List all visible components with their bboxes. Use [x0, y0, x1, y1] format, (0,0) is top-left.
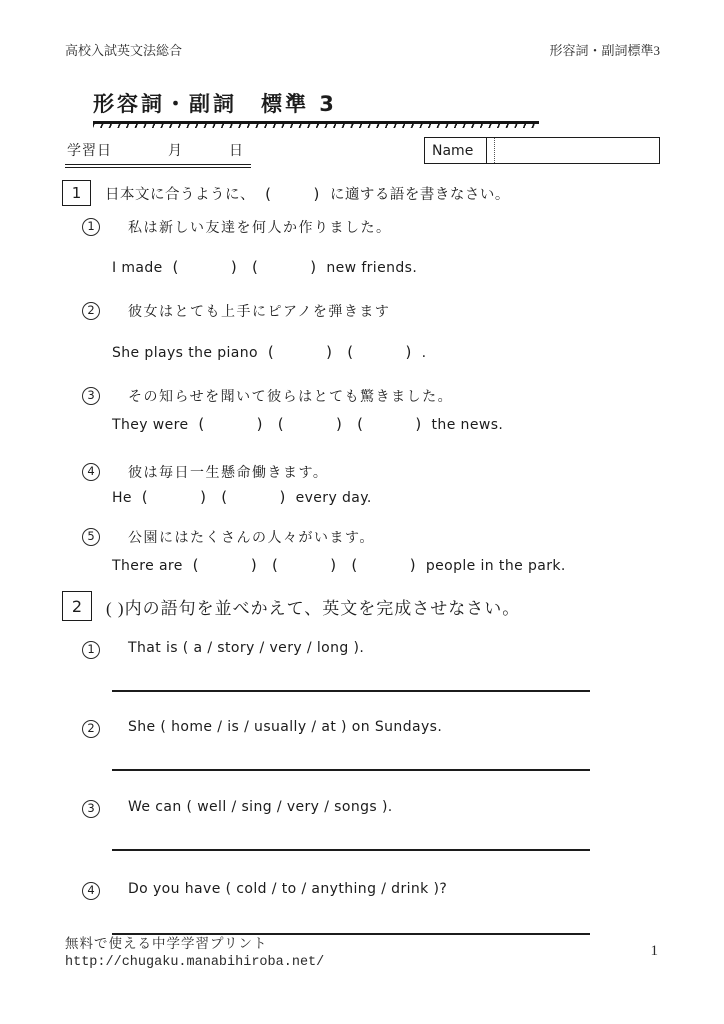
footer: [65, 932, 324, 970]
s2-item-4: [65, 881, 660, 900]
answer-blank: ( ): [277, 415, 343, 433]
item-number-badge: 1: [82, 218, 100, 236]
section-1-header: [65, 180, 660, 206]
item-number-badge: 3: [82, 387, 100, 405]
page-number: 1: [650, 943, 658, 959]
japanese-sentence: 私は新しい友達を何人か作りました。: [128, 220, 392, 236]
english-fill-sentence: I made ( ) ( ) new friends.: [112, 258, 418, 276]
study-date-field: [65, 137, 251, 168]
answer-blank: ( ): [141, 488, 207, 506]
answer-line: [112, 769, 590, 771]
answer-line: [112, 849, 590, 851]
item-number-badge: 3: [82, 800, 100, 818]
section-2-header: [65, 591, 660, 621]
reorder-sentence: She ( home / is / usually / at ) on Sundays.: [128, 719, 443, 735]
japanese-sentence: 公園にはたくさんの人々がいます。: [128, 530, 375, 546]
answer-blank: ( ): [172, 258, 238, 276]
answer-blank: ( ): [267, 343, 333, 361]
japanese-sentence: 彼女はとても上手にピアノを弾きます: [128, 304, 391, 320]
english-fill-sentence: She plays the piano ( ) ( ) .: [112, 343, 427, 361]
s2-item-2: [65, 719, 660, 738]
footer-url: http://chugaku.manabihiroba.net/: [65, 955, 325, 970]
item-number-badge: 2: [82, 302, 100, 320]
s1-item-1: [65, 217, 660, 237]
footer-site-name: 無料で使える中学学習プリント: [65, 936, 268, 951]
title-underline: [93, 121, 539, 128]
reorder-sentence: That is ( a / story / very / long ).: [128, 640, 365, 656]
header-course-title: 高校入試英文法総合: [65, 43, 183, 58]
answer-blank: ( ): [272, 556, 337, 574]
english-fill-sentence: There are ( ) ( ) ( ) people in the park.: [112, 556, 566, 574]
item-number-badge: 4: [82, 463, 100, 481]
page-title: 形容詞・副詞 標準 3: [93, 92, 337, 116]
english-fill-sentence: He ( ) ( ) every day.: [112, 488, 372, 506]
s2-item-1: [65, 640, 660, 659]
answer-blank: ( ): [192, 556, 258, 574]
section-2-instruction: ( )内の語句を並べかえて、英文を完成させなさい。: [106, 598, 521, 618]
answer-blank: ( ): [351, 556, 416, 574]
section-2-number-box: 2: [62, 591, 92, 621]
english-fill-sentence: They were ( ) ( ) ( ) the news.: [112, 415, 504, 433]
item-number-badge: 4: [82, 882, 100, 900]
answer-blank: ( ): [198, 415, 263, 433]
meta-row: [65, 137, 660, 168]
answer-blank: ( ): [251, 258, 317, 276]
section-1-number-box: 1: [62, 180, 91, 206]
s1-item-3: [65, 386, 660, 406]
section-1-instruction: 日本文に合うように、 ( ) に適する語を書きなさい。: [105, 184, 510, 203]
reorder-sentence: We can ( well / sing / very / songs ).: [128, 799, 393, 815]
japanese-sentence: 彼は毎日一生懸命働きます。: [128, 465, 329, 481]
answer-blank: ( ): [347, 343, 412, 361]
reorder-sentence: Do you have ( cold / to / anything / drink )?: [128, 881, 448, 897]
day-label: 日: [229, 143, 244, 159]
name-label: Name: [425, 138, 487, 163]
name-entry-area: [495, 138, 659, 163]
s1-item-5: [65, 527, 660, 547]
name-box: [424, 137, 660, 164]
s1-item-4: [65, 462, 660, 482]
document-header: [65, 40, 660, 59]
japanese-sentence: その知らせを聞いて彼らはとても驚きました。: [128, 389, 454, 405]
study-date-label: 学習日: [67, 143, 112, 159]
month-label: 月: [168, 143, 183, 159]
section-1: [65, 180, 660, 574]
answer-blank: ( ): [221, 488, 286, 506]
s1-item-2: [65, 301, 660, 321]
item-number-badge: 1: [82, 641, 100, 659]
s2-item-3: [65, 799, 660, 818]
section-2: [65, 591, 660, 935]
answer-blank: ( ): [265, 184, 320, 203]
item-number-badge: 2: [82, 720, 100, 738]
answer-blank: ( ): [357, 415, 422, 433]
title-block: [93, 91, 539, 128]
item-number-badge: 5: [82, 528, 100, 546]
header-topic-title: 形容詞・副詞標準3: [549, 43, 660, 58]
answer-line: [112, 690, 590, 692]
